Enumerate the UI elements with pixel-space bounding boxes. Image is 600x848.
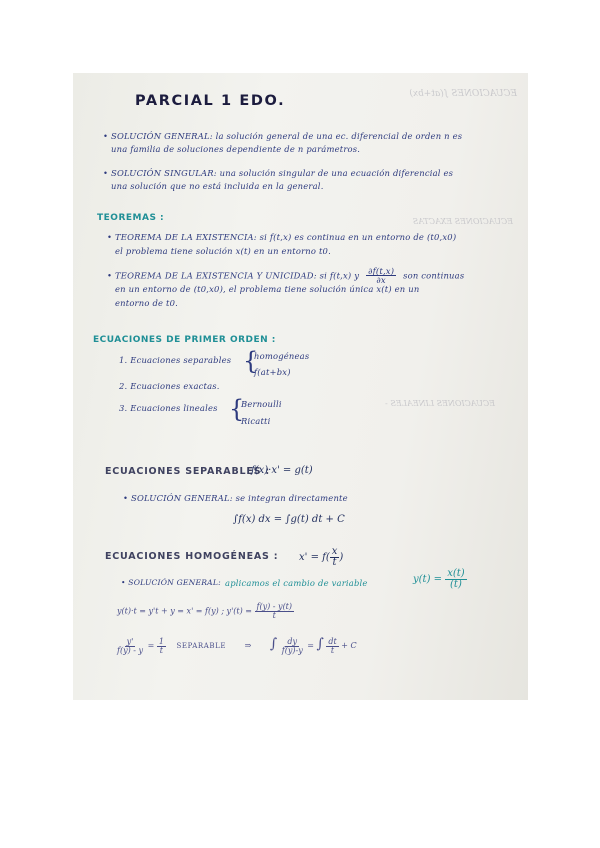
notebook-photo (73, 73, 528, 700)
theorem-existence-line1: • TEOREMA DE LA EXISTENCIA: si f(t,x) es continua en un entorno de (t0,x0) (107, 232, 457, 242)
theorem-uniqueness-line2: en un entorno de (t0,x0), el problema tiene solución única x(t) en un (115, 284, 420, 294)
def-general-line2: una familia de soluciones dependiente de n parámetros. (111, 144, 361, 154)
fraction-denominator: f(y)-y (281, 645, 303, 655)
item3-sub-ricatti: Ricatti (241, 416, 271, 426)
y-lhs: y(t) = (413, 574, 443, 585)
fraction-numerator: f(y) - y(t) (256, 602, 293, 611)
fraction-denominator: t (272, 611, 276, 620)
separables-equation: f(x)·x' = g(t) (251, 465, 313, 476)
page-title: PARCIAL 1 EDO. (135, 93, 286, 109)
equals-sign: = (147, 641, 155, 650)
def-singular-line1: • SOLUCIÓN SINGULAR: una solución singular de una ecuación diferencial es (103, 168, 454, 178)
fraction-numerator: y' (126, 636, 134, 646)
def-singular-line2: una solución que no está incluida en la general. (111, 181, 324, 191)
brace-icon: { (243, 347, 259, 375)
integral-sign-icon: ∫ (316, 636, 324, 652)
fraction-numerator: x (331, 546, 338, 557)
theorem-uniqueness-line1 (107, 267, 464, 285)
homogeneas-heading: ECUACIONES HOMOGÉNEAS : (105, 551, 279, 562)
integral-sign-icon: ∫ (269, 636, 278, 652)
theorem-uniqueness-text-a: • TEOREMA DE LA EXISTENCIA Y UNICIDAD: si f(t,x) y (107, 270, 360, 281)
fraction-denominator: t (332, 557, 337, 568)
separables-general-label: • SOLUCIÓN GENERAL: se integran directamente (123, 493, 348, 503)
fraction-denominator: ∂x (376, 275, 386, 286)
bleed-line: ECUACIONES LINEALES - (385, 399, 495, 408)
step2-lhs-fraction (115, 638, 145, 655)
fraction-numerator: 1 (158, 636, 164, 646)
step1-fraction (255, 603, 295, 620)
x-over-t-fraction (445, 569, 466, 590)
separables-heading: ECUACIONES SEPARABLES : (105, 466, 270, 477)
fraction-denominator: (t) (450, 579, 462, 590)
fraction-numerator: dy (287, 636, 298, 646)
first-order-item3: 3. Ecuaciones lineales (119, 403, 218, 413)
x-over-t-fraction (330, 547, 340, 568)
derivation-step1 (117, 603, 294, 620)
theorem-uniqueness-text-b: son continuas (403, 270, 465, 281)
homogeneas-equation: x' = f( $\frac{x}{t}$ ) (299, 546, 344, 568)
integration-constant: + C (341, 641, 357, 650)
separable-label: SEPARABLE (176, 642, 227, 650)
step1-text: y(t)·t = y't + y = x' = f(y) ; y'(t) = (117, 606, 252, 616)
item1-sub-homogeneas: homogéneas (254, 351, 310, 361)
bleed-line: ECUACIONES EXACTAS (412, 217, 513, 226)
brace-icon: { (229, 395, 245, 423)
theorems-heading: TEOREMAS : (97, 213, 165, 223)
theorem-existence-line2: el problema tiene solución x(t) en un entorno t0. (115, 246, 331, 256)
bleed-header: ECUACIONES ∫(at+bx) (409, 89, 517, 99)
fraction-numerator: x(t) (447, 568, 465, 579)
separables-formula: ∫f(x) dx = ∫g(t) dt + C (233, 514, 345, 525)
derivation-step2 (115, 636, 357, 655)
first-order-item1: 1. Ecuaciones separables (119, 355, 232, 365)
equation-lhs: x' = f (299, 552, 326, 563)
dy-fraction (280, 638, 305, 655)
equals-sign: = (307, 641, 314, 650)
homogeneas-general-label: • SOLUCIÓN GENERAL: (121, 578, 221, 587)
item3-sub-bernoulli: Bernoulli (241, 399, 282, 409)
implies-arrow-icon: ⇒ (244, 641, 252, 650)
dt-fraction (326, 638, 338, 655)
item1-sub-linear-arg: f(at+bx) (254, 367, 291, 377)
homogeneas-change-text: aplicamos el cambio de variable (225, 578, 368, 588)
partial-derivative-fraction (366, 267, 396, 285)
fraction-numerator: ∂f(t,x) (368, 266, 395, 276)
theorem-uniqueness-line3: entorno de t0. (115, 298, 178, 308)
step2-rhs-fraction (157, 638, 166, 655)
def-general-line1: • SOLUCIÓN GENERAL: la solución general de una ec. diferencial de orden n es (103, 131, 463, 141)
first-order-heading: ECUACIONES DE PRIMER ORDEN : (93, 335, 276, 345)
change-of-variable (413, 569, 467, 590)
first-order-item2: 2. Ecuaciones exactas. (119, 381, 220, 391)
fraction-numerator: dt (328, 636, 337, 646)
fraction-denominator: t (330, 645, 335, 655)
fraction-denominator: t (159, 645, 163, 655)
fraction-denominator: f(y) - y (117, 645, 144, 655)
